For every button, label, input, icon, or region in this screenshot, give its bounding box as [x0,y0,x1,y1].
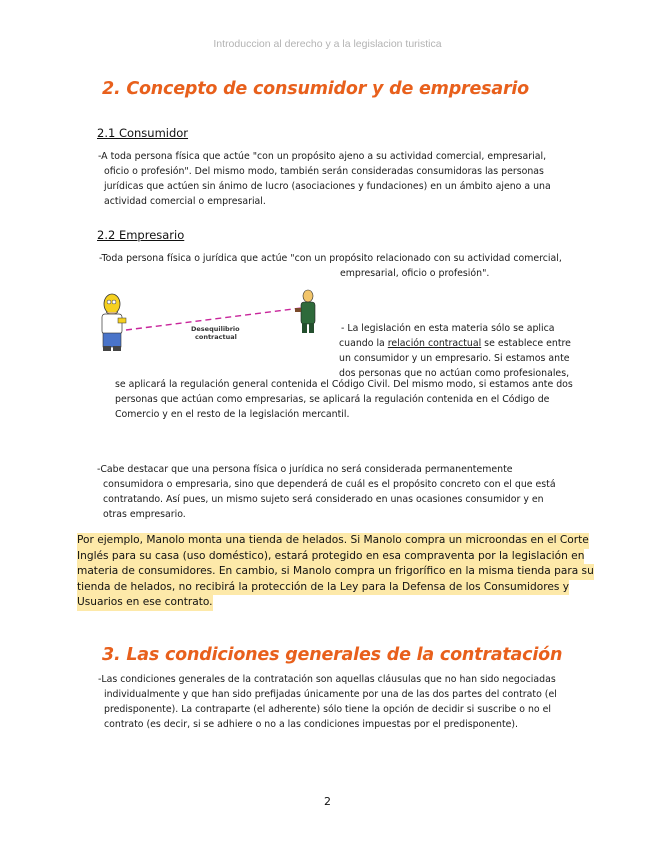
text-line: Comercio y en el resto de la legislación mercantil. [115,409,350,420]
page-header: Introduccion al derecho y a la legislacion turistica [213,38,442,50]
text-line: -A toda persona física que actúe "con un propósito ajeno a su actividad comercial, empresarial, [98,151,547,162]
subsection-consumidor-heading: 2.1 Consumidor [97,126,189,140]
text-line: -Cabe destacar que una persona física o jurídica no será considerada permanentemente [97,464,513,475]
text-line: consumidora o empresaria, sino que dependerá de cuál es el propósito concreto con el que está [103,479,556,490]
text-line [339,336,571,351]
text-line: oficio o profesión". Del mismo modo, también serán consideradas consumidoras las personas [104,166,544,177]
consumidor-paragraph [98,149,551,209]
cabe-destacar-paragraph [97,462,556,522]
highlighted-line: Por ejemplo, Manolo monta una tienda de helados. Si Manolo compra un microondas en el Corte [77,533,589,549]
section-3-title: 3. Las condiciones generales de la contratación [102,645,563,665]
illustration-label: contractual [195,333,237,341]
text-segment: cuando la [339,338,388,349]
text-line: jurídicas que actúen sin ánimo de lucro (asociaciones y fundaciones) en un ámbito ajeno a una [104,181,551,192]
consumer-figure-icon [102,294,126,351]
text-line: - La legislación en esta materia sólo se aplica [341,323,555,334]
section-2-title: 2. Concepto de consumidor y de empresario [102,79,530,99]
highlighted-line: Inglés para su casa (uso doméstico), estará protegido en esa compraventa por la legislación en [77,549,584,565]
text-line: -Las condiciones generales de la contratación son aquellas cláusulas que no han sido negociadas [98,674,556,685]
text-line: contrato (es decir, si se adhiere o no a las condiciones impuestas por el predisponente). [104,719,519,730]
text-line: personas que actúan como empresarias, se aplicará la regulación contenida en el Código de [115,394,550,405]
text-line: actividad comercial o empresarial. [104,196,266,207]
relacion-contractual-link[interactable]: relación contractual [387,338,482,349]
text-line: un consumidor y un empresario. Si estamos ante [339,353,570,364]
text-line: otras empresario. [103,509,186,520]
empresario-line-2: empresarial, oficio o profesión". [340,268,490,279]
relacion-paragraph-right [341,321,571,381]
subsection-empresario-heading: 2.2 Empresario [97,228,185,242]
highlighted-line: tienda de helados, no recibirá la protección de la Ley para la Defensa de los Consumidores y [77,580,569,596]
relacion-paragraph-cont [115,377,573,422]
text-line: individualmente y que han sido prefijadas únicamente por una de las dos partes del contrato (el [104,689,557,700]
desequilibrio-illustration [96,286,336,362]
condiciones-paragraph [98,672,557,732]
text-line: predisponente). La contraparte (el adherente) sólo tiene la opción de decidir si suscribe o no el [104,704,552,715]
text-segment: se establece entre [481,338,571,349]
page-number: 2 [324,795,331,808]
text-line: dos personas que no actúan como profesionales, [339,368,570,379]
ejemplo-highlighted-paragraph [77,533,594,611]
text-line: se aplicará la regulación general contenida el Código Civil. Del mismo modo, si estamos ante dos [115,379,573,390]
empresario-line-1: -Toda persona física o jurídica que actúe "con un propósito relacionado con su actividad comercial, [99,253,562,264]
highlighted-line: materia de consumidores. En cambio, si Manolo compra un frigorífico en la misma tienda para su [77,564,594,580]
highlighted-line: Usuarios en ese contrato. [77,595,213,611]
illustration-label: Desequilibrio [191,325,240,333]
text-line: contratando. Así pues, un mismo sujeto será considerado en unas ocasiones consumidor y en [103,494,544,505]
business-figure-icon [295,290,315,333]
